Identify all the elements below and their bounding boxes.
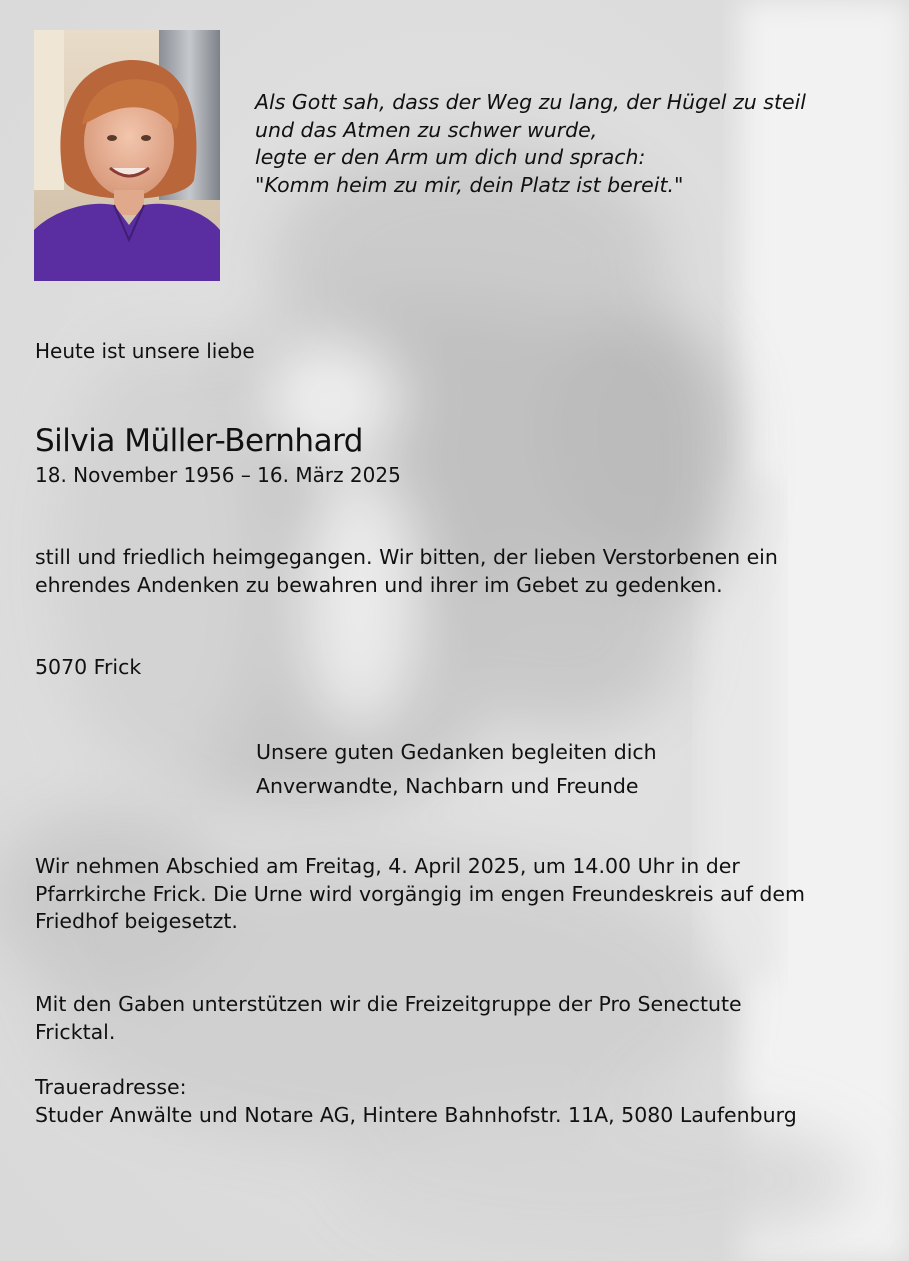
announcement-intro: Heute ist unsere liebe [35, 339, 255, 363]
poem [255, 89, 806, 199]
announcement-message [35, 544, 778, 599]
poem-line: Als Gott sah, dass der Weg zu lang, der Hügel zu steil [255, 90, 807, 114]
closing-line: Anverwandte, Nachbarn und Freunde [256, 774, 639, 798]
poem-line: legte er den Arm um dich und sprach: [255, 145, 646, 169]
address-label: Traueradresse: [35, 1075, 187, 1099]
mourning-address [35, 1074, 797, 1129]
ceremony-line: Friedhof beigesetzt. [35, 909, 238, 933]
closing-signature [256, 735, 657, 803]
residence-place: 5070 Frick [35, 655, 142, 679]
donation-line: Mit den Gaben unterstützen wir die Freizeitgruppe der Pro Senectute [35, 992, 742, 1016]
poem-line: und das Atmen zu schwer wurde, [255, 117, 598, 142]
ceremony-info [35, 853, 805, 936]
address-line: Studer Anwälte und Notare AG, Hintere Bahnhofstr. 11A, 5080 Laufenburg [35, 1102, 797, 1127]
message-line: still und friedlich heimgegangen. Wir bitten, der lieben Verstorbenen ein [35, 545, 778, 569]
closing-line: Unsere guten Gedanken begleiten dich [256, 740, 657, 764]
ceremony-line: Pfarrkirche Frick. Die Urne wird vorgängig im engen Freundeskreis auf dem [35, 881, 805, 906]
life-dates: 18. November 1956 – 16. März 2025 [35, 463, 401, 487]
portrait-photo [34, 30, 220, 281]
message-line: ehrendes Andenken zu bewahren und ihrer im Gebet zu gedenken. [35, 572, 723, 597]
donation-info [35, 991, 742, 1046]
ceremony-line: Wir nehmen Abschied am Freitag, 4. April 2025, um 14.00 Uhr in der [35, 854, 740, 878]
poem-line: "Komm heim zu mir, dein Platz ist bereit." [255, 172, 684, 197]
donation-line: Fricktal. [35, 1019, 116, 1044]
deceased-name: Silvia Müller-Bernhard [35, 423, 363, 459]
